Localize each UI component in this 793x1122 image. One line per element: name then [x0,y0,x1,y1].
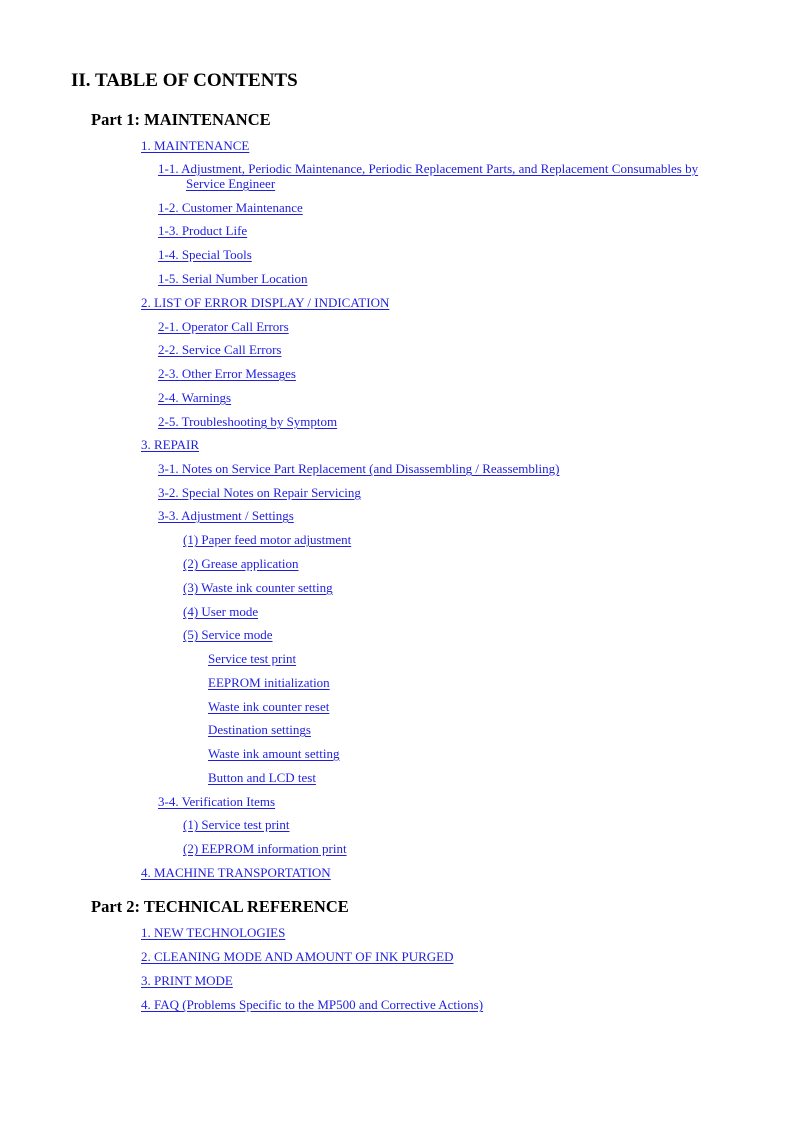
toc-entry-3-4-2 [183,841,347,856]
toc-link-service-test-print[interactable]: Service test print [208,651,297,666]
toc-entry-waste-ink-amount-setting [208,746,339,761]
toc-link-waste-ink-counter-setting[interactable]: (3) Waste ink counter setting [183,580,333,595]
toc-entry-error-display [141,295,389,310]
toc-entry-print-mode [141,973,233,988]
toc-link-2-5[interactable]: 2-5. Troubleshooting by Symptom [158,414,338,429]
toc-link-machine-transportation[interactable]: 4. MACHINE TRANSPORTATION [141,865,331,880]
toc-link-error-display[interactable]: 2. LIST OF ERROR DISPLAY / INDICATION [141,295,390,310]
toc-link-1-2[interactable]: 1-2. Customer Maintenance [158,200,303,215]
toc-entry-3-3-1 [183,532,351,547]
toc-link-print-mode[interactable]: 3. PRINT MODE [141,973,233,988]
toc-link-button-lcd-test[interactable]: Button and LCD test [208,770,316,785]
toc-link-waste-ink-counter-reset[interactable]: Waste ink counter reset [208,699,330,714]
toc-link-faq[interactable]: 4. FAQ (Problems Specific to the MP500 and Corrective Actions) [141,997,484,1012]
toc-link-2-2[interactable]: 2-2. Service Call Errors [158,342,282,357]
toc-entry-3-2 [158,485,361,500]
toc-link-verification-service-test-print[interactable]: (1) Service test print [183,817,290,832]
toc-link-eeprom-information-print[interactable]: (2) EEPROM information print [183,841,347,856]
toc-entry-machine-transportation [141,865,331,880]
toc-link-user-mode[interactable]: (4) User mode [183,604,259,619]
toc-link-1-1-line1: 1-1. Adjustment, Periodic Maintenance, Periodic Replacement Parts, and Replacement Consumables by [158,161,699,176]
toc-link-destination-settings[interactable]: Destination settings [208,722,311,737]
toc-link-grease-application[interactable]: (2) Grease application [183,556,299,571]
toc-link-1-4[interactable]: 1-4. Special Tools [158,247,252,262]
toc-link-cleaning-mode[interactable]: 2. CLEANING MODE AND AMOUNT OF INK PURGED [141,949,454,964]
toc-entry-1-4 [158,247,252,262]
toc-link-3-1[interactable]: 3-1. Notes on Service Part Replacement (and Disassembling / Reassembling) [158,461,560,476]
toc-entry-1-2 [158,200,303,215]
toc-link-eeprom-initialization[interactable]: EEPROM initialization [208,675,330,690]
toc-entry-destination-settings [208,722,311,737]
toc-link-3-4[interactable]: 3-4. Verification Items [158,794,276,809]
toc-entry-1-5 [158,271,307,286]
toc-link-2-4[interactable]: 2-4. Warnings [158,390,232,405]
toc-entry-2-5 [158,414,337,429]
toc-entry-eeprom-initialization [208,675,330,690]
toc-entry-cleaning-mode [141,949,454,964]
toc-link-1-1[interactable] [158,161,718,191]
toc-link-waste-ink-amount-setting[interactable]: Waste ink amount setting [208,746,340,761]
toc-entry-waste-ink-counter-reset [208,699,329,714]
toc-link-repair[interactable]: 3. REPAIR [141,437,200,452]
toc-entry-2-4 [158,390,231,405]
toc-link-1-5[interactable]: 1-5. Serial Number Location [158,271,308,286]
toc-link-new-technologies[interactable]: 1. NEW TECHNOLOGIES [141,925,286,940]
toc-link-1-3[interactable]: 1-3. Product Life [158,223,248,238]
toc-entry-repair [141,437,199,452]
part-1-heading: Part 1: MAINTENANCE [91,110,271,129]
toc-link-maintenance[interactable]: 1. MAINTENANCE [141,138,250,153]
toc-entry-3-4 [158,794,275,809]
toc-entry-1-3 [158,223,247,238]
toc-entry-3-3-4 [183,604,258,619]
toc-entry-service-test-print [208,651,296,666]
toc-entry-3-3-2 [183,556,299,571]
toc-entry-new-technologies [141,925,285,940]
toc-entry-2-2 [158,342,281,357]
toc-entry-faq [141,997,483,1012]
page-title: II. TABLE OF CONTENTS [71,70,298,91]
toc-entry-3-3-3 [183,580,333,595]
toc-entry-3-4-1 [183,817,290,832]
toc-entry-1-1 [158,161,718,191]
toc-link-2-1[interactable]: 2-1. Operator Call Errors [158,319,289,334]
toc-entry-3-3 [158,508,294,523]
toc-link-3-2[interactable]: 3-2. Special Notes on Repair Servicing [158,485,361,500]
toc-entry-3-1 [158,461,559,476]
toc-entry-2-3 [158,366,296,381]
toc-link-3-3[interactable]: 3-3. Adjustment / Settings [158,508,294,523]
part-2-heading: Part 2: TECHNICAL REFERENCE [91,897,349,916]
toc-link-1-1-line2: Service Engineer [186,176,276,191]
toc-link-2-3[interactable]: 2-3. Other Error Messages [158,366,296,381]
toc-link-service-mode[interactable]: (5) Service mode [183,627,273,642]
toc-entry-3-3-5 [183,627,273,642]
toc-entry-button-lcd-test [208,770,316,785]
toc-entry-2-1 [158,319,289,334]
toc-link-paper-feed-motor[interactable]: (1) Paper feed motor adjustment [183,532,352,547]
toc-entry-maintenance [141,138,249,153]
